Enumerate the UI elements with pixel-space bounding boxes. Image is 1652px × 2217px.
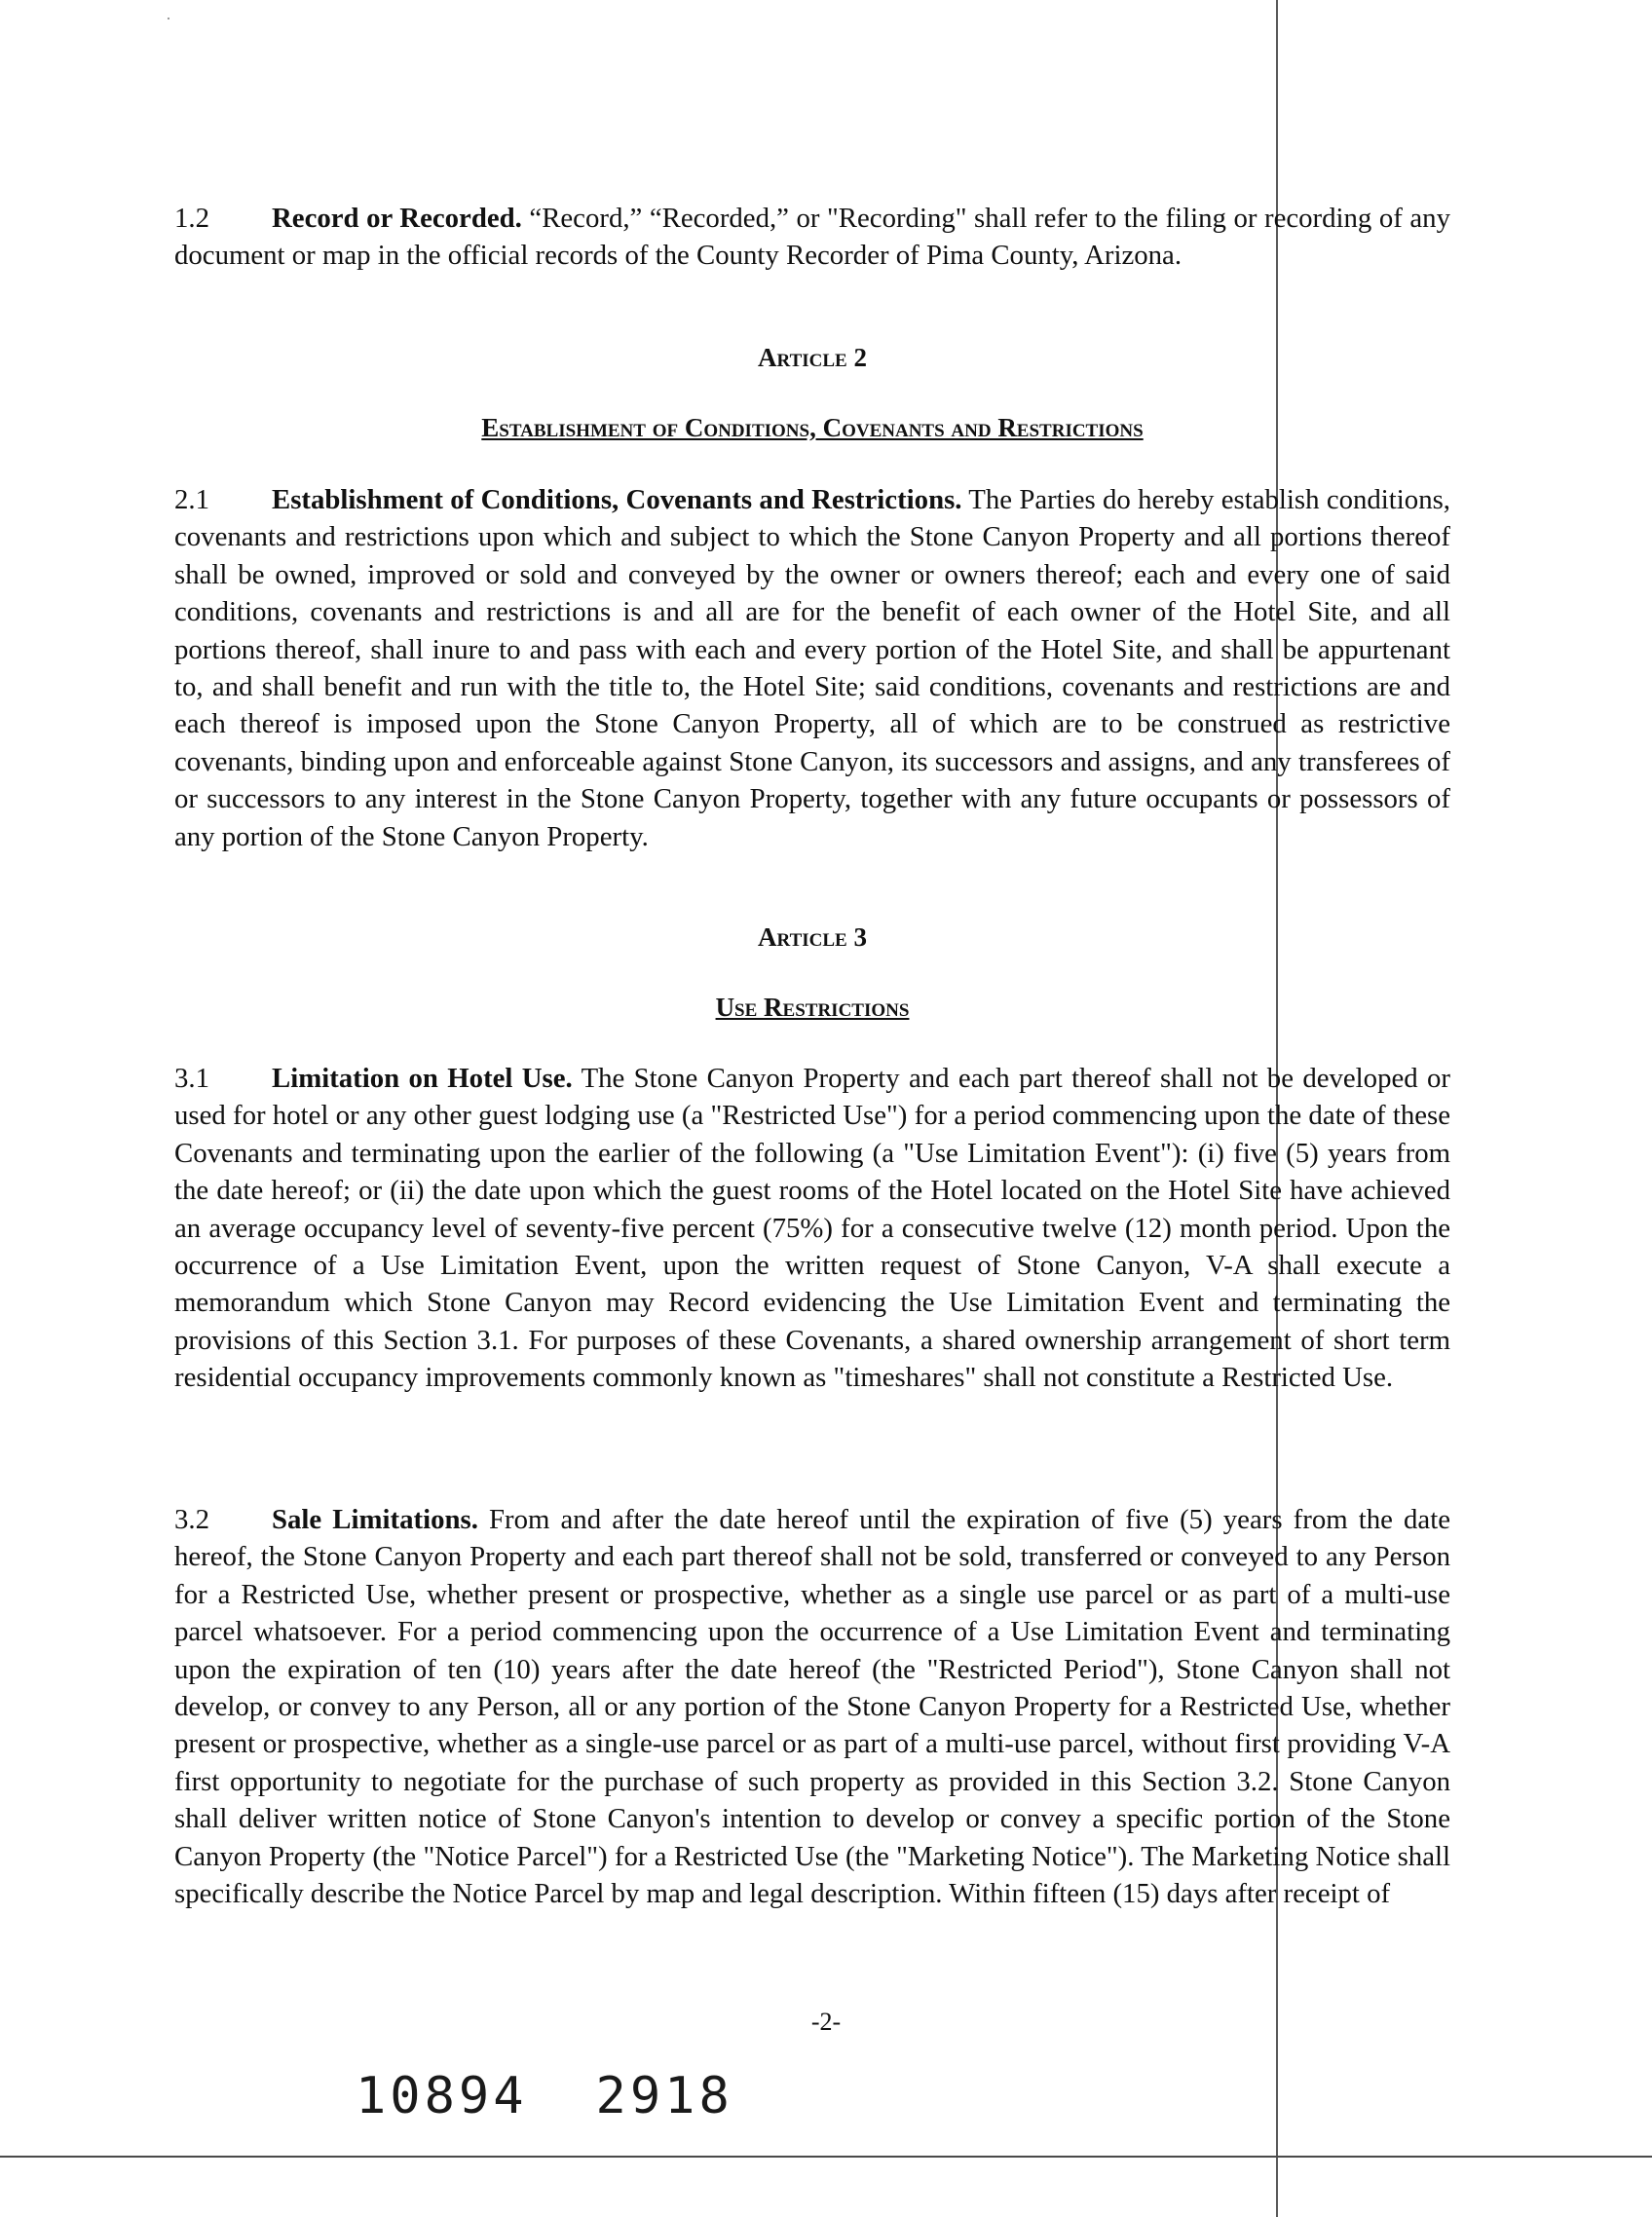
scan-horizontal-line [0, 2156, 1652, 2158]
section-1-2 [174, 200, 1450, 275]
stamp-page-number: 2918 [595, 2067, 733, 2125]
section-3-1-number: 3.1 [174, 1063, 209, 1094]
section-3-2-heading: Sale Limitations. [272, 1504, 478, 1535]
stamp-book-number: 10894 [356, 2067, 528, 2125]
section-3-1-body: The Stone Canyon Property and each part thereof shall not be developed or used for hotel or any other guest lodging use (a "Restricted Use") for a period commencing upon the date of these Covenants and terminating upon the earlier of the following (a "Use Limitation Event"): (i) five (5) years from the date hereof; or (ii) the date upon which the guest rooms of the Hotel located on the Hotel Site have achieved an average occupancy level of seventy-five percent (75%) for a consecutive twelve (12) month period. Upon the occurrence of a Use Limitation Event, upon the written request of Stone Canyon, V-A shall execute a memorandum which Stone Canyon may Record evidencing the Use Limitation Event and terminating the provisions of this Section 3.1. For purposes of these Covenants, a shared ownership arrangement of short term residential occupancy improvements commonly known as "timeshares" shall not constitute a Restricted Use. [174, 1063, 1450, 1394]
article-3-subtitle: Use Restrictions [715, 993, 910, 1022]
recording-stamp [356, 2067, 733, 2125]
section-2-1-heading: Establishment of Conditions, Covenants and Restrictions. [272, 484, 962, 515]
section-1-2-number: 1.2 [174, 203, 209, 234]
section-2-1-number: 2.1 [174, 484, 209, 515]
section-3-1-heading: Limitation on Hotel Use. [272, 1063, 573, 1094]
article-2-subtitle: Establishment of Conditions, Covenants and Restrictions [481, 413, 1144, 442]
article-2-title: Article 2 [758, 343, 867, 372]
section-3-2 [174, 1501, 1450, 1912]
article-3-title: Article 3 [758, 922, 867, 952]
page-number: -2- [810, 2008, 842, 2036]
section-2-1 [174, 481, 1450, 855]
section-3-2-number: 3.2 [174, 1504, 209, 1535]
section-3-2-body: From and after the date hereof until the expiration of five (5) years from the date hereof, the Stone Canyon Property and each part thereof shall not be sold, transferred or conveyed to any Person for a Restricted Use, whether present or prospective, whether as a single use parcel or as part of a multi-use parcel whatsoever. For a period commencing upon the occurrence of a Use Limitation Event and terminating upon the expiration of ten (10) years after the date hereof (the "Restricted Period"), Stone Canyon shall not develop, or convey to any Person, all or any portion of the Stone Canyon Property for a Restricted Use, whether present or prospective, whether as a single-use parcel or as part of a multi-use parcel, without first providing V-A first opportunity to negotiate for the purchase of such property as provided in this Section 3.2. Stone Canyon shall deliver written notice of Stone Canyon's intention to develop or convey a specific portion of the Stone Canyon Property (the "Notice Parcel") for a Restricted Use (the "Marketing Notice"). The Marketing Notice shall specifically describe the Notice Parcel by map and legal description. Within fifteen (15) days after receipt of [174, 1504, 1450, 1910]
section-1-2-heading: Record or Recorded. [272, 203, 522, 234]
section-2-1-body: The Parties do hereby establish conditions, covenants and restrictions upon which and subject to which the Stone Canyon Property and all portions thereof shall be owned, improved or sold and conveyed by the owner or owners thereof; each and every one of said conditions, covenants and restrictions is and all are for the benefit of each owner of the Hotel Site, and all portions thereof, shall inure to and pass with each and every portion of the Hotel Site, and shall be appurtenant to, and shall benefit and run with the title to, the Hotel Site; said conditions, covenants and restrictions are and each thereof is imposed upon the Stone Canyon Property, all of which are to be construed as restrictive covenants, binding upon and enforceable against Stone Canyon, its successors and assigns, and any transferees of or successors to any interest in the Stone Canyon Property, together with any future occupants or possessors of any portion of the Stone Canyon Property. [174, 484, 1451, 852]
section-3-1 [174, 1060, 1450, 1397]
section-1-2-body: “Record,” “Recorded,” or "Recording" shall refer to the filing or recording of any document or map in the official records of the County Recorder of Pima County, Arizona. [174, 203, 1450, 272]
scan-speck [168, 18, 169, 19]
